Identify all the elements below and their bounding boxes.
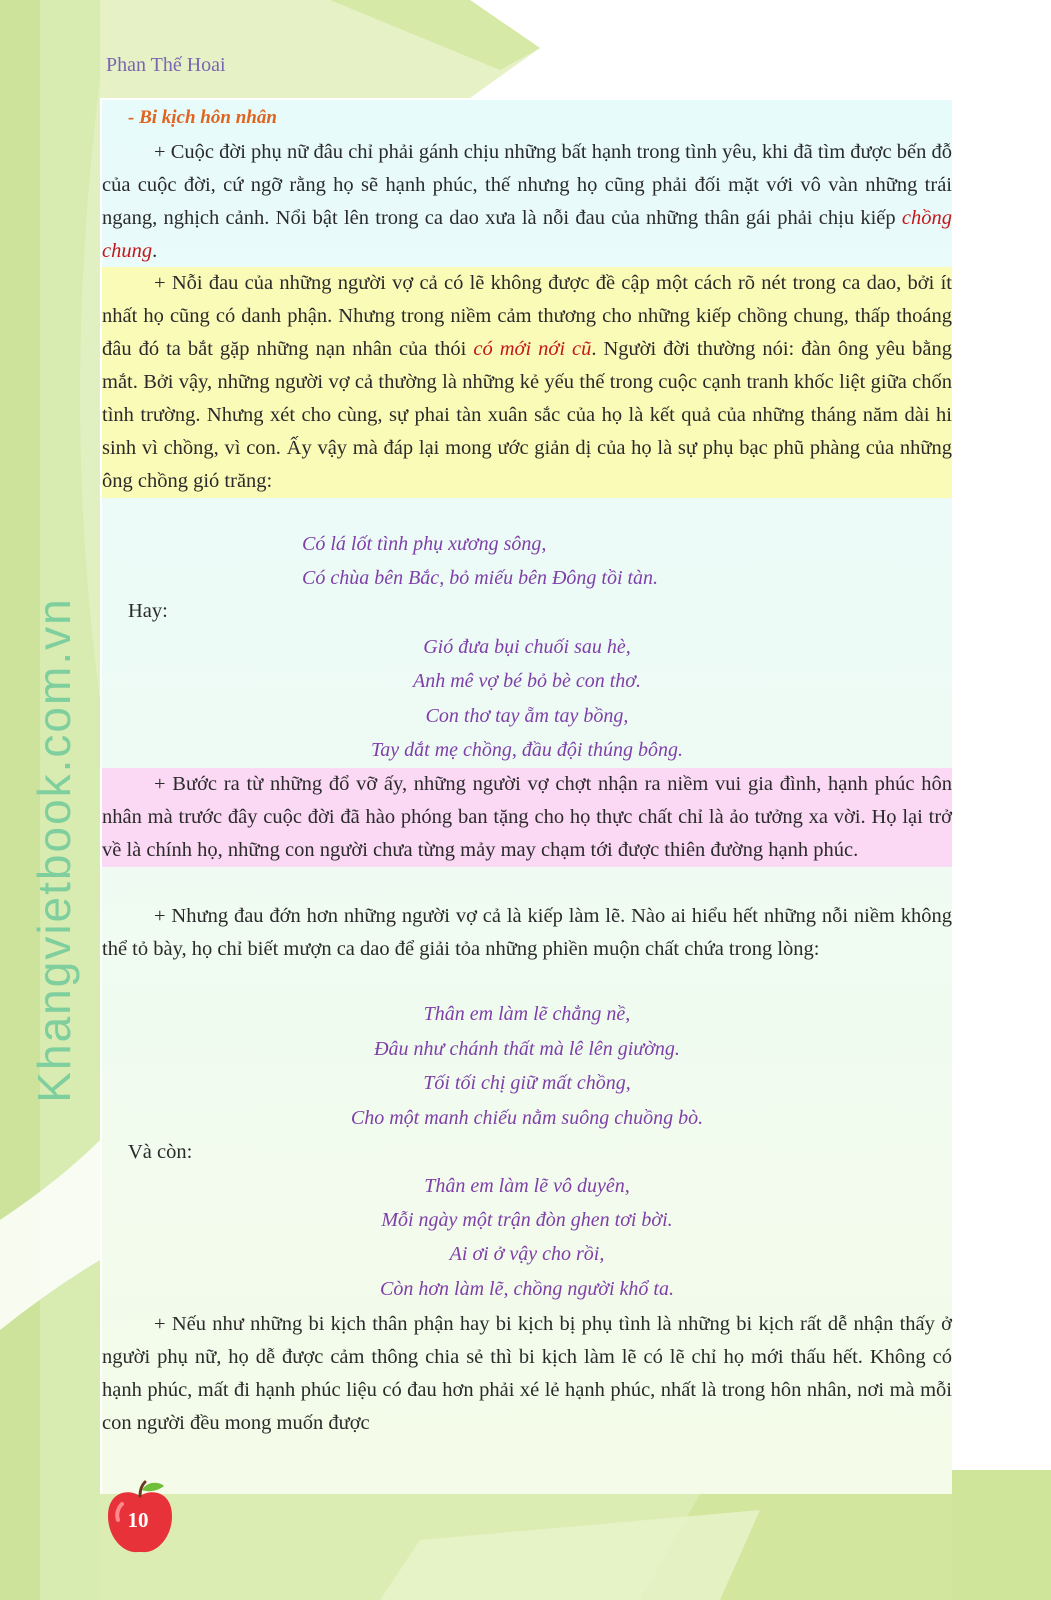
poem-4-line-2: Mỗi ngày một trận đòn ghen tơi bời. [381,1209,673,1231]
paragraph-3: + Bước ra từ những đổ vỡ ấy, những người vợ chợt nhận ra niềm vui gia đình, hạnh phúc hôn nhân mà trước đây cuộc đời đã hào phóng ban tặng cho họ thực chất chỉ là ảo tưởng xa vời. Họ lại trở về là chính họ, những con người chưa từng mảy may chạm tới được thiên đường hạnh phúc. [102,768,952,867]
poem-2-line-2: Anh mê vợ bé bỏ bè con thơ. [413,670,641,692]
paragraph-1-text: + Cuộc đời phụ nữ đâu chỉ phải gánh chịu những bất hạnh trong tình yêu, khi đã tìm được bến đỗ của cuộc đời, cứ ngỡ rằng họ sẽ hạnh phúc, thế nhưng họ cũng phải đối mặt với vô vàn những trái ngang, nghịch cảnh. Nổi bật lên trong ca dao xưa là nỗi đau của những thân gái phải chịu kiếp [102,141,952,229]
header-author: Phan Thế Hoai [106,54,226,76]
poem-3-line-4: Cho một manh chiếu nằm suông chuồng bò. [350,1107,704,1129]
poem-3-line-2: Đâu như chánh thất mà lê lên giường. [374,1038,680,1060]
paragraph-2-text-end: . Người đời thường nói: đàn ông yêu bằng mắt. Bởi vậy, những người vợ cả thường là những kẻ yếu thế trong cuộc cạnh tranh khốc liệt giữa chốn tình trường. Nhưng xét cho cùng, sự phai tàn xuân sắc của họ là kết quả của những tháng năm dài hi sinh vì chồng, vì con. Ấy vậy mà đáp lại mong ước giản dị của họ là sự phụ bạc phũ phàng của những ông chồng gió trăng: [102,338,953,492]
watermark-text: Khangvietbook.com.vn [28,597,80,1103]
poem-2-intro: Hay: [128,600,168,622]
paragraph-2-emphasis: có mới nới cũ [473,338,592,360]
poem-4-line-4: Còn hơn làm lẽ, chồng người khổ ta. [380,1278,674,1300]
poem-2-line-1: Gió đưa bụi chuối sau hè, [423,636,631,658]
paragraph-1-text-end: . [152,240,158,262]
paragraph-2-text: + Nỗi đau của những người vợ cả có lẽ không được đề cập một cách rõ nét trong ca dao, bởi ít nhất họ cũng có danh phận. Nhưng trong niềm cảm thương cho những kiếp chồng chung, thấp thoáng đâu đó ta bắt gặp những nạn nhân của thói [102,272,952,360]
poem-2-line-4: Tay dắt mẹ chồng, đầu đội thúng bông. [370,739,684,761]
poem-3-line-3: Tối tối chị giữ mất chồng, [423,1072,631,1094]
poem-4-intro: Và còn: [128,1141,193,1163]
paragraph-4: + Nhưng đau đớn hơn những người vợ cả là kiếp làm lẽ. Nào ai hiểu hết những nỗi niềm không thể tỏ bày, họ chỉ biết mượn ca dao để giải tỏa những phiền muộn chất chứa trong lòng: [102,905,952,960]
poem-4-line-1: Thân em làm lẽ vô duyên, [424,1175,630,1197]
poem-1-line-1: Có lá lốt tình phụ xương sông, [302,533,547,555]
paragraph-2 [102,267,952,498]
page-number: 10 [127,1508,149,1532]
paragraph-1-emphasis: chồng chung [102,207,952,262]
paragraph-1 [102,136,952,268]
paragraph-5: + Nếu như những bi kịch thân phận hay bi kịch bị phụ tình là những bi kịch rất dễ nhận thấy ở người phụ nữ, họ dễ được cảm thông chia sẻ thì bi kịch làm lẽ có lẽ chỉ họ mới thấu hết. Không có hạnh phúc, mất đi hạnh phúc liệu có đau hơn phải xé lẻ hạnh phúc, nhất là trong hôn nhân, nơi mà mỗi con người đều mong muốn được [102,1313,952,1434]
poem-1-line-2: Có chùa bên Bắc, bỏ miếu bên Đông tồi tàn. [302,567,659,589]
poem-4-line-3: Ai ơi ở vậy cho rồi, [449,1243,605,1265]
section-title: - Bi kịch hôn nhân [128,107,277,128]
content-panel [102,100,952,1494]
poem-3-line-1: Thân em làm lẽ chẳng nề, [423,1003,631,1025]
poem-2-line-3: Con thơ tay ẵm tay bồng, [425,705,629,727]
